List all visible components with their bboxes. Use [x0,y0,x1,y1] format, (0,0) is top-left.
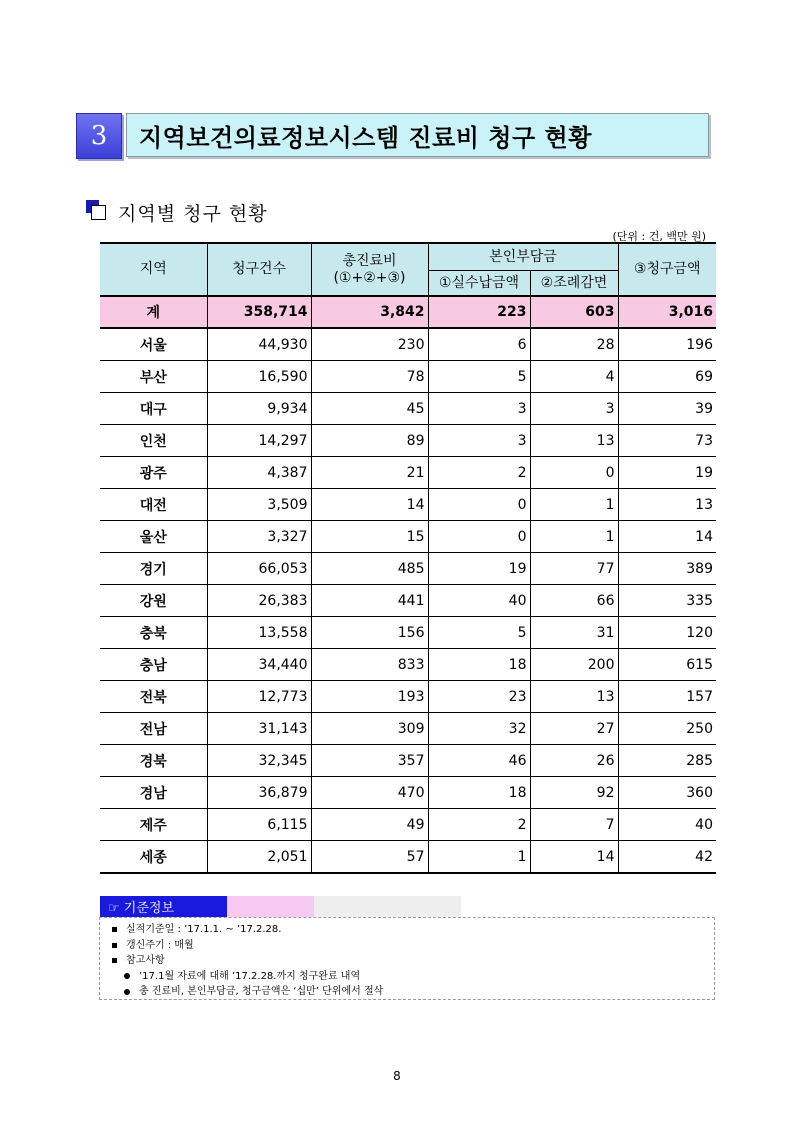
section-title: 지역보건의료정보시스템 진료비 청구 현황 [126,113,709,157]
cell-actual-pay: 5 [428,617,530,649]
cell-total-fee: 89 [311,425,428,457]
cell-claims: 16,590 [207,361,311,393]
cell-exemption: 31 [530,617,618,649]
cell-region: 인천 [100,425,207,457]
subsection-title: 지역별 청구 현황 [118,203,268,225]
cell-exemption: 1 [530,489,618,521]
table-row [100,745,716,777]
cell-claims: 12,773 [207,681,311,713]
table-row [100,425,716,457]
cell-claim-amount: 73 [618,425,716,457]
cell-exemption: 27 [530,713,618,745]
cell-actual-pay: 23 [428,681,530,713]
total-claim-amount: 3,016 [618,296,716,328]
cell-total-fee: 485 [311,553,428,585]
total-region: 계 [100,296,207,328]
table-row [100,649,716,681]
cell-region: 경남 [100,777,207,809]
cell-actual-pay: 0 [428,521,530,553]
table-row [100,457,716,489]
header-total-fee [311,243,428,296]
cell-exemption: 92 [530,777,618,809]
cell-claims: 66,053 [207,553,311,585]
table-row [100,521,716,553]
cell-exemption: 4 [530,361,618,393]
cell-claim-amount: 157 [618,681,716,713]
cell-claims: 3,327 [207,521,311,553]
page-number: 8 [393,1069,401,1083]
square-bullet-icon [86,200,106,220]
table-row [100,777,716,809]
cell-exemption: 3 [530,393,618,425]
cell-claim-amount: 335 [618,585,716,617]
table-row [100,841,716,874]
cell-total-fee: 14 [311,489,428,521]
cell-claim-amount: 250 [618,713,716,745]
cell-region: 경기 [100,553,207,585]
regional-claims-table [100,242,716,874]
total-row [100,296,716,328]
table-row [100,393,716,425]
cell-claims: 13,558 [207,617,311,649]
cell-claim-amount: 615 [618,649,716,681]
cell-total-fee: 357 [311,745,428,777]
cell-total-fee: 21 [311,457,428,489]
cell-claim-amount: 120 [618,617,716,649]
table-row [100,617,716,649]
unit-label: (단위 : 건, 백만 원) [612,230,706,243]
cell-total-fee: 78 [311,361,428,393]
cell-region: 대구 [100,393,207,425]
table-row [100,681,716,713]
header-claims: 청구건수 [207,243,311,296]
table-row [100,553,716,585]
total-exemption: 603 [530,296,618,328]
cell-actual-pay: 1 [428,841,530,874]
cell-claims: 4,387 [207,457,311,489]
cell-total-fee: 57 [311,841,428,874]
cell-claims: 36,879 [207,777,311,809]
cell-total-fee: 441 [311,585,428,617]
total-total-fee: 3,842 [311,296,428,328]
table-row [100,328,716,361]
cell-actual-pay: 40 [428,585,530,617]
reference-label: ☞ 기준정보 [100,896,227,917]
cell-region: 충남 [100,649,207,681]
cell-region: 서울 [100,328,207,361]
cell-region: 세종 [100,841,207,874]
cell-claim-amount: 69 [618,361,716,393]
cell-actual-pay: 6 [428,328,530,361]
table-row [100,809,716,841]
total-actual-pay: 223 [428,296,530,328]
reference-bar [100,896,461,917]
cell-claim-amount: 39 [618,393,716,425]
cell-exemption: 13 [530,425,618,457]
cell-actual-pay: 18 [428,777,530,809]
cell-region: 대전 [100,489,207,521]
cell-actual-pay: 18 [428,649,530,681]
cell-actual-pay: 3 [428,425,530,457]
cell-region: 광주 [100,457,207,489]
cell-claim-amount: 14 [618,521,716,553]
cell-claims: 9,934 [207,393,311,425]
cell-exemption: 77 [530,553,618,585]
cell-actual-pay: 46 [428,745,530,777]
cell-claim-amount: 285 [618,745,716,777]
header-exemption: ②조례감면 [530,271,618,297]
cell-region: 부산 [100,361,207,393]
cell-actual-pay: 19 [428,553,530,585]
table-row [100,361,716,393]
cell-claim-amount: 42 [618,841,716,874]
cell-total-fee: 49 [311,809,428,841]
cell-actual-pay: 5 [428,361,530,393]
header-total-fee-line2: (①+②+③) [333,269,406,286]
cell-claims: 6,115 [207,809,311,841]
cell-exemption: 7 [530,809,618,841]
total-claims: 358,714 [207,296,311,328]
cell-region: 충북 [100,617,207,649]
cell-exemption: 0 [530,457,618,489]
cell-actual-pay: 0 [428,489,530,521]
cell-total-fee: 470 [311,777,428,809]
table-row [100,585,716,617]
header-total-fee-line1: 총진료비 [342,252,397,269]
reference-box [99,917,715,1000]
header-claim-amount: ③청구금액 [618,243,716,296]
cell-total-fee: 230 [311,328,428,361]
cell-total-fee: 833 [311,649,428,681]
cell-total-fee: 309 [311,713,428,745]
cell-actual-pay: 32 [428,713,530,745]
cell-actual-pay: 2 [428,809,530,841]
cell-claim-amount: 389 [618,553,716,585]
cell-exemption: 14 [530,841,618,874]
cell-claim-amount: 40 [618,809,716,841]
header-actual-pay: ①실수납금액 [428,271,530,297]
cell-claim-amount: 19 [618,457,716,489]
cell-claim-amount: 13 [618,489,716,521]
reference-item: 실적기준일 : ’17.1.1. ~ ’17.2.28. [112,922,714,938]
cell-actual-pay: 2 [428,457,530,489]
cell-claims: 31,143 [207,713,311,745]
table-row [100,489,716,521]
cell-region: 제주 [100,809,207,841]
cell-exemption: 13 [530,681,618,713]
cell-region: 강원 [100,585,207,617]
cell-region: 전남 [100,713,207,745]
cell-claim-amount: 360 [618,777,716,809]
cell-claims: 14,297 [207,425,311,457]
cell-total-fee: 15 [311,521,428,553]
cell-region: 전북 [100,681,207,713]
cell-claims: 44,930 [207,328,311,361]
cell-exemption: 200 [530,649,618,681]
cell-total-fee: 156 [311,617,428,649]
cell-total-fee: 45 [311,393,428,425]
cell-claims: 26,383 [207,585,311,617]
cell-claims: 34,440 [207,649,311,681]
cell-exemption: 1 [530,521,618,553]
reference-note: 총 진료비, 본인부담금, 청구금액은 ‘십만’ 단위에서 절삭 [112,984,714,1000]
header-self-pay: 본인부담금 [428,243,618,271]
cell-region: 경북 [100,745,207,777]
header-region: 지역 [100,243,207,296]
reference-item: 참고사항 [112,953,714,969]
reference-note: ’17.1월 자료에 대해 ’17.2.28.까지 청구완료 내역 [112,969,714,985]
cell-exemption: 66 [530,585,618,617]
cell-exemption: 26 [530,745,618,777]
cell-claim-amount: 196 [618,328,716,361]
cell-claims: 2,051 [207,841,311,874]
section-number-badge: 3 [76,113,122,159]
cell-region: 울산 [100,521,207,553]
cell-claims: 32,345 [207,745,311,777]
cell-claims: 3,509 [207,489,311,521]
reference-item: 갱신주기 : 매월 [112,938,714,954]
cell-total-fee: 193 [311,681,428,713]
cell-actual-pay: 3 [428,393,530,425]
cell-exemption: 28 [530,328,618,361]
table-row [100,713,716,745]
